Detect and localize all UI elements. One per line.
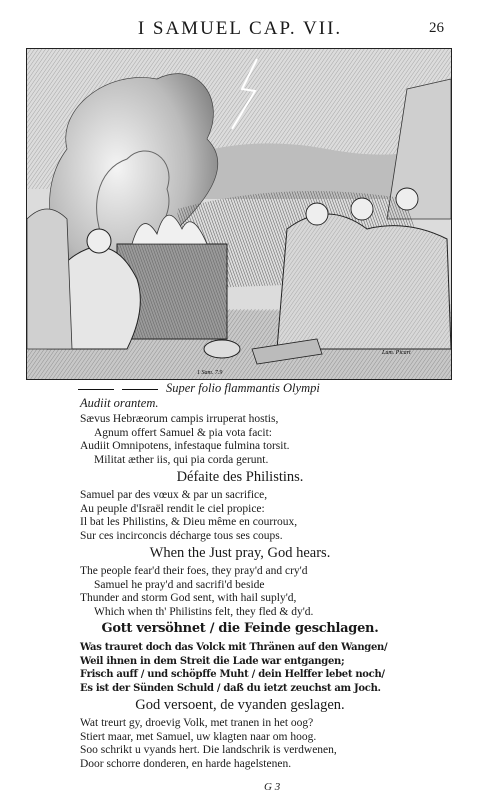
signature-mark: G 3 [264, 781, 281, 793]
page-title: I SAMUEL CAP. VII. [137, 18, 343, 39]
english-line: Thunder and storm God sent, with hail suply'd, [80, 592, 297, 604]
english-line: Samuel he pray'd and sacrifi'd beside [94, 578, 265, 591]
french-verse [80, 489, 297, 543]
german-line: Es ist der Sünden Schuld / daß du ietzt zeuchst am Joch. [80, 682, 381, 694]
engraving-scene [27, 49, 451, 379]
latin-line: Sævus Hebræorum campis irruperat hostis, [80, 413, 279, 425]
motto [78, 381, 458, 411]
german-verse [80, 641, 387, 695]
dutch-heading: God versoent, de vyanden geslagen. [135, 697, 345, 713]
dutch-line: Door schorre donderen, en harde hagelstenen. [80, 757, 292, 770]
german-line: Was trauret doch das Volck mit Thränen auf den Wangen/ [80, 642, 388, 653]
english-verse [80, 565, 313, 619]
page-header [0, 18, 480, 40]
motto-line-1: Super folio flammantis Olympi [166, 381, 320, 395]
french-line: Sur ces incirconcis décharge tous ses coups. [80, 529, 283, 542]
latin-verse [80, 413, 290, 467]
german-line: Frisch auff / und schöpffe Muht / dein Helffer lebet noch/ [80, 669, 385, 680]
french-line: Au peuple d'Israël rendit le ciel propice: [80, 502, 265, 515]
english-line: Which when th' Philistins felt, they fled & dy'd. [94, 605, 314, 618]
page-number: 26 [429, 20, 444, 36]
motto-line-2: Audiit orantem. [80, 396, 159, 410]
german-line: Weil ihnen in dem Streit die Lade war entgangen; [80, 655, 345, 667]
french-line: Il bat les Philistins, & Dieu même en courroux, [80, 516, 298, 528]
latin-line: Agnum offert Samuel & pia vota facit: [94, 426, 272, 439]
motto-rule [78, 389, 114, 390]
latin-line: Militat æther iis, qui pia corda gerunt. [94, 453, 269, 466]
plate-reference: 1 Sam. 7.9 [197, 370, 223, 376]
dutch-line: Wat treurt gy, droevig Volk, met tranen in het oog? [80, 717, 314, 729]
french-line: Samuel par des vœux & par un sacrifice, [80, 489, 268, 501]
dutch-verse [80, 717, 337, 771]
engraver-signature: Lum. Picart [382, 350, 411, 356]
dutch-line: Stiert maar, met Samuel, uw klagten naar om hoog. [80, 730, 317, 743]
engraving-illustration [26, 48, 452, 380]
french-heading: Défaite des Philistins. [176, 469, 304, 485]
latin-line: Audiit Omnipotens, infestaque fulmina torsit. [80, 440, 290, 452]
english-line: The people fear'd their foes, they pray'd and cry'd [80, 565, 308, 577]
motto-rule [122, 389, 158, 390]
german-heading: Gott versöhnet / die Feinde geschlagen. [101, 621, 379, 636]
dutch-line: Soo schrikt u vyands hert. Die landschrik is verdwenen, [80, 744, 337, 756]
english-heading: When the Just pray, God hears. [149, 545, 331, 561]
